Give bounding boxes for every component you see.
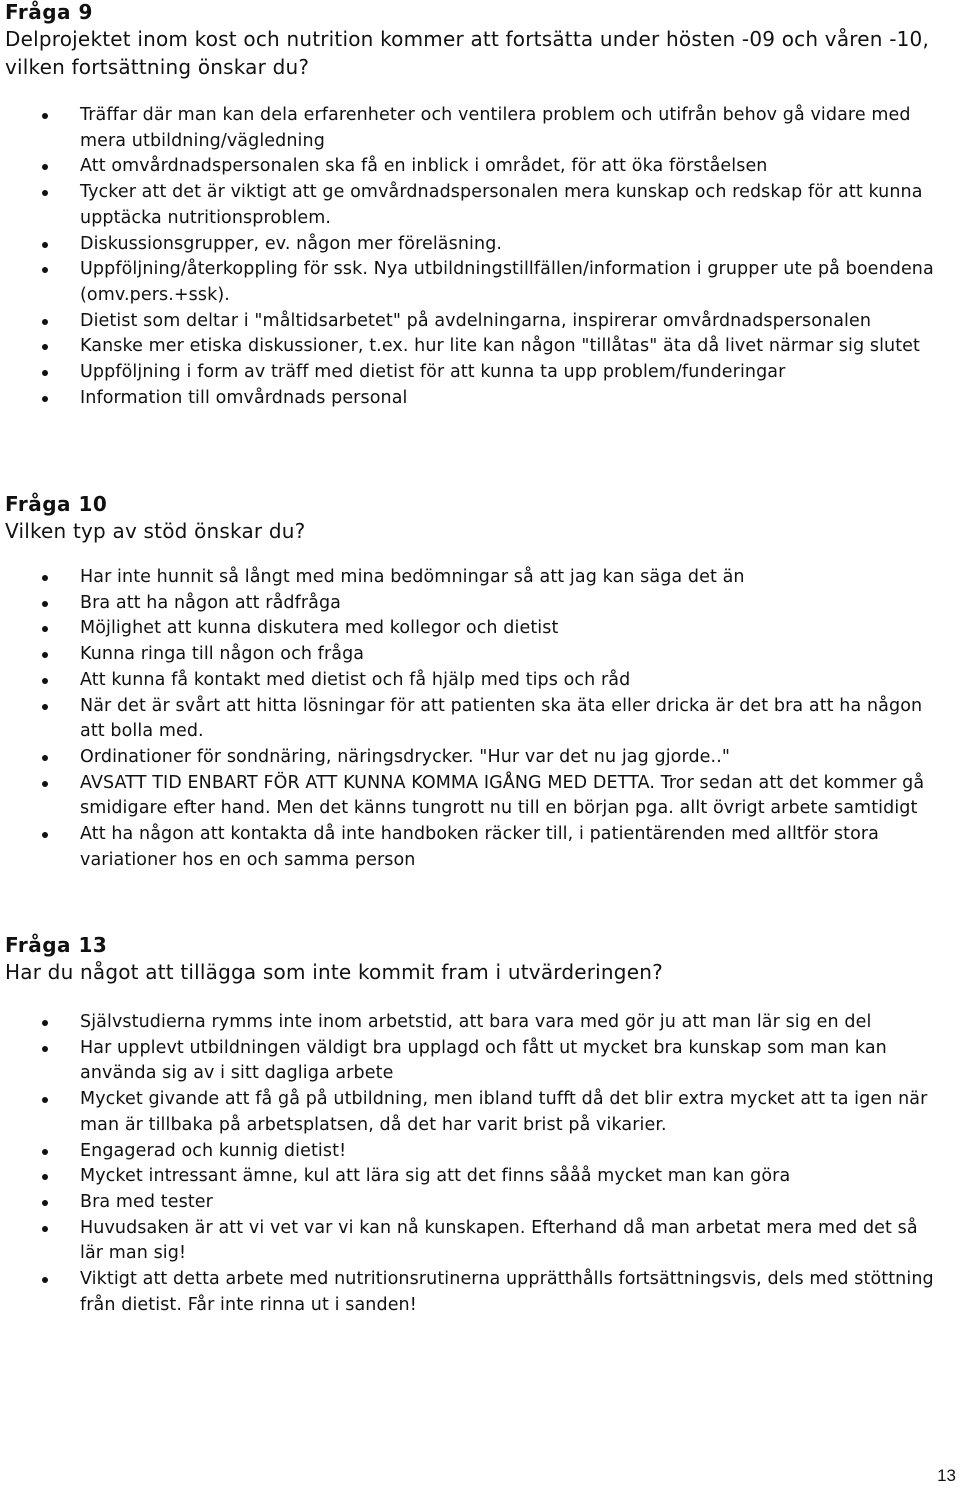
bullet-icon xyxy=(42,626,48,632)
bullet-icon xyxy=(42,1020,48,1026)
question-13-text: Har du något att tillägga som inte kommit fram i utvärderingen? xyxy=(5,960,663,984)
answer-item xyxy=(5,1190,940,1216)
question-9-text: Delprojektet inom kost och nutrition kommer att fortsätta under hösten -09 och våren -10, vilken fortsättning önskar du? xyxy=(5,27,930,79)
bullet-icon xyxy=(42,678,48,684)
bullet-icon xyxy=(42,242,48,248)
bullet-icon xyxy=(42,575,48,581)
answer-text: Kanske mer etiska diskussioner, t.ex. hur lite kan någon "tillåtas" äta då livet närmar sig slutet xyxy=(80,336,921,357)
question-13-section xyxy=(5,933,955,1318)
bullet-icon xyxy=(42,190,48,196)
answer-text: Möjlighet att kunna diskutera med kollegor och dietist xyxy=(80,618,559,639)
answer-text: Mycket intressant ämne, kul att lära sig att det finns sååå mycket man kan göra xyxy=(80,1166,791,1187)
answer-text: Uppföljning/återkoppling för ssk. Nya utbildningstillfällen/information i grupper ute på boendena (omv.pers.+ssk). xyxy=(80,259,934,305)
answer-item xyxy=(5,257,940,308)
question-10-text: Vilken typ av stöd önskar du? xyxy=(5,519,306,543)
answer-item xyxy=(5,1216,940,1267)
page-number: 13 xyxy=(937,1466,956,1485)
question-13-heading: Fråga 13 xyxy=(5,933,108,957)
answer-text: Bra med tester xyxy=(80,1191,213,1212)
answer-text: Tycker att det är viktigt att ge omvårdnadspersonalen mera kunskap och redskap för att kunna upptäcka nutritionsproblem. xyxy=(80,182,923,228)
bullet-icon xyxy=(42,755,48,761)
bullet-icon xyxy=(42,267,48,273)
question-9-heading: Fråga 9 xyxy=(5,0,93,24)
answer-item xyxy=(5,1139,940,1165)
answer-item xyxy=(5,565,940,591)
answer-text: Träffar där man kan dela erfarenheter och ventilera problem och utifrån behov gå vidare med mera utbildning/vägledning xyxy=(80,105,911,151)
question-13-answers xyxy=(5,1010,955,1318)
answer-item xyxy=(5,386,940,412)
bullet-icon xyxy=(42,1174,48,1180)
bullet-icon xyxy=(42,1046,48,1052)
answer-item xyxy=(5,232,940,258)
answer-item xyxy=(5,1087,940,1138)
answer-item xyxy=(5,154,940,180)
bullet-icon xyxy=(42,832,48,838)
bullet-icon xyxy=(42,652,48,658)
answer-item xyxy=(5,180,940,231)
answer-item xyxy=(5,771,940,822)
answer-text: Självstudierna rymms inte inom arbetstid, att bara vara med gör ju att man lär sig en del xyxy=(80,1012,872,1032)
answer-text: Engagerad och kunnig dietist! xyxy=(80,1140,347,1161)
answer-item xyxy=(5,642,940,668)
bullet-icon xyxy=(42,319,48,325)
answer-item xyxy=(5,103,940,154)
bullet-icon xyxy=(42,1277,48,1283)
answer-item xyxy=(5,334,940,360)
answer-item xyxy=(5,1267,940,1318)
bullet-icon xyxy=(42,344,48,350)
question-9-section xyxy=(5,0,955,411)
answer-item xyxy=(5,668,940,694)
bullet-icon xyxy=(42,113,48,119)
question-9-answers xyxy=(5,103,955,411)
answer-item xyxy=(5,591,940,617)
question-10-section xyxy=(5,492,955,873)
question-10-heading: Fråga 10 xyxy=(5,492,108,516)
answer-text: Uppföljning i form av träff med dietist för att kunna ta upp problem/funderingar xyxy=(80,362,786,383)
answer-text: Bra att ha någon att rådfråga xyxy=(80,592,342,613)
answer-item xyxy=(5,1036,940,1087)
answer-item xyxy=(5,616,940,642)
answer-text: Huvudsaken är att vi vet var vi kan nå kunskapen. Efterhand då man arbetat mera med det så lär man sig! xyxy=(80,1217,918,1264)
answer-item xyxy=(5,1164,940,1190)
answer-item xyxy=(5,309,940,335)
answer-text: Ordinationer för sondnäring, näringsdrycker. "Hur var det nu jag gjorde.." xyxy=(80,746,731,767)
answer-text: Att kunna få kontakt med dietist och få hjälp med tips och råd xyxy=(80,669,631,690)
answer-text: Att ha någon att kontakta då inte handboken räcker till, i patientärenden med alltför stora variationer hos en och samma person xyxy=(80,824,879,870)
bullet-icon xyxy=(42,1097,48,1103)
answer-text: Mycket givande att få gå på utbildning, men ibland tufft då det blir extra mycket att ta igen när man är tillbaka på arbetsplatsen, då det har varit brist på vikarier. xyxy=(80,1089,928,1135)
answer-text: Diskussionsgrupper, ev. någon mer föreläsning. xyxy=(80,233,503,254)
answer-item xyxy=(5,360,940,386)
bullet-icon xyxy=(42,704,48,710)
bullet-icon xyxy=(42,370,48,376)
bullet-icon xyxy=(42,1149,48,1155)
bullet-icon xyxy=(42,396,48,402)
answer-item xyxy=(5,822,940,873)
answer-text: Dietist som deltar i "måltidsarbetet" på avdelningarna, inspirerar omvårdnadspersonalen xyxy=(80,310,872,331)
bullet-icon xyxy=(42,601,48,607)
answer-text: När det är svårt att hitta lösningar för att patienten ska äta eller dricka är det bra att ha någon att bolla med. xyxy=(80,695,923,742)
answer-text: Viktigt att detta arbete med nutritionsrutinerna upprätthålls fortsättningsvis, dels med stöttning från dietist. Får inte rinna ut i sanden! xyxy=(80,1269,934,1315)
question-10-answers xyxy=(5,565,955,873)
bullet-icon xyxy=(42,1226,48,1232)
answer-text: AVSATT TID ENBART FÖR ATT KUNNA KOMMA IGÅNG MED DETTA. Tror sedan att det kommer gå smidigare efter hand. Men det känns tungrott nu till en början pga. allt övrigt arbete samtidigt xyxy=(80,772,925,819)
answer-text: Att omvårdnadspersonalen ska få en inblick i området, för att öka förståelsen xyxy=(80,156,768,177)
bullet-icon xyxy=(42,164,48,170)
answer-text: Information till omvårdnads personal xyxy=(80,387,408,408)
answer-text: Har upplevt utbildningen väldigt bra upplagd och fått ut mycket bra kunskap som man kan använda sig av i sitt dagliga arbete xyxy=(80,1037,887,1084)
answer-text: Har inte hunnit så långt med mina bedömningar så att jag kan säga det än xyxy=(80,567,745,587)
answer-item xyxy=(5,694,940,745)
bullet-icon xyxy=(42,781,48,787)
answer-item xyxy=(5,745,940,771)
bullet-icon xyxy=(42,1200,48,1206)
answer-item xyxy=(5,1010,940,1036)
answer-text: Kunna ringa till någon och fråga xyxy=(80,644,365,665)
